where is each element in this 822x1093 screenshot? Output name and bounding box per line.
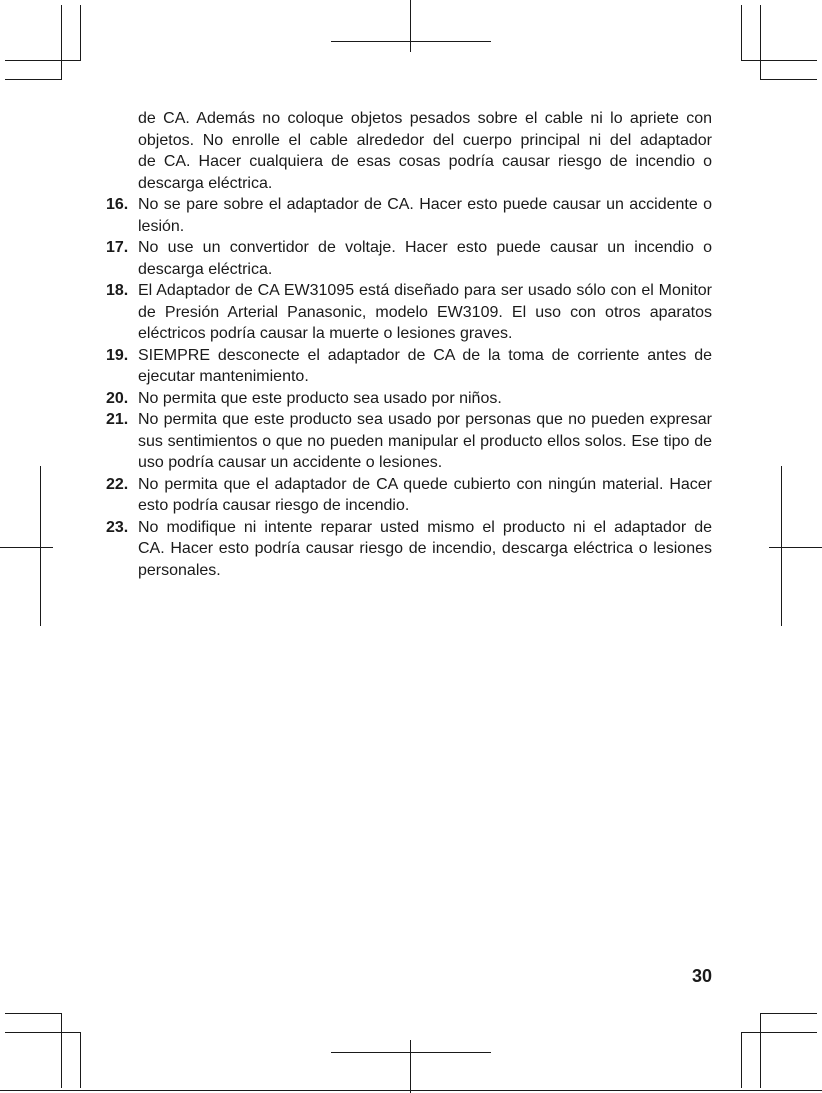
item-text-line: No permita que el adaptador de CA quede cubierto con ningún material. Hacer xyxy=(138,475,712,493)
item-text-line: CA. Hacer esto podría causar riesgo de incendio, descarga eléctrica o lesiones xyxy=(138,540,712,557)
item-text-line: No permita que este producto sea usado por niños. xyxy=(138,389,502,407)
list-item-20 xyxy=(106,388,712,410)
item-text-line: de Presión Arterial Panasonic, modelo EW3109. El uso con otros aparatos xyxy=(138,303,712,321)
item-text-line: descarga eléctrica. xyxy=(138,260,273,278)
page-number: 30 xyxy=(691,966,712,986)
item-text-line: sus sentimientos o que no pueden manipular el producto ellos solos. Ese tipo de xyxy=(138,432,712,450)
list-item-22 xyxy=(106,474,712,517)
item-text-line: lesión. xyxy=(138,217,185,235)
list-item-21 xyxy=(106,409,712,474)
list-item-continuation xyxy=(106,108,712,194)
crop-mark-bottom-left-horizontal xyxy=(5,1013,62,1014)
item-text-line: No use un convertidor de voltaje. Hacer esto puede causar un incendio o xyxy=(138,239,712,256)
crop-mark-bottom-right-vertical-2 xyxy=(741,1032,742,1088)
item-number: 17. xyxy=(106,239,129,256)
registration-mark-left-vertical xyxy=(40,466,41,626)
item-number: 16. xyxy=(106,196,129,213)
crop-mark-bottom-left-horizontal-2 xyxy=(5,1032,81,1033)
item-text-line: El Adaptador de CA EW31095 está diseñado para ser usado sólo con el Monitor xyxy=(138,282,712,299)
item-number: 18. xyxy=(106,282,129,299)
item-number: 22. xyxy=(106,475,129,493)
item-text-line: de CA. Además no coloque objetos pesados sobre el cable ni lo apriete con xyxy=(138,110,712,127)
item-text-line: No permita que este producto sea usado por personas que no pueden expresar xyxy=(138,411,712,428)
list-item-16 xyxy=(106,194,712,237)
registration-mark-right-horizontal xyxy=(769,547,822,548)
crop-mark-top-right-horizontal-2 xyxy=(760,79,817,80)
item-number: 21. xyxy=(106,411,129,428)
list-item-19 xyxy=(106,345,712,388)
crop-mark-top-left-vertical-2 xyxy=(80,5,81,60)
item-number: 20. xyxy=(106,389,129,407)
crop-mark-bottom-right-vertical xyxy=(760,1013,761,1088)
crop-mark-top-right-horizontal xyxy=(741,60,817,61)
item-text-line: descarga eléctrica. xyxy=(138,174,273,192)
item-text-line: uso podría causar un accidente o lesiones. xyxy=(138,454,443,471)
page-bottom-edge xyxy=(0,1090,822,1091)
crop-mark-bottom-left-vertical xyxy=(61,1013,62,1088)
item-text-line: objetos. No enrolle el cable alrededor del cuerpo principal ni del adaptador xyxy=(138,131,712,149)
registration-mark-top-vertical xyxy=(410,0,411,52)
list-item-17 xyxy=(106,237,712,280)
item-text-line: No se pare sobre el adaptador de CA. Hacer esto puede causar un accidente o xyxy=(138,196,712,213)
registration-mark-top-horizontal xyxy=(331,41,491,42)
crop-mark-bottom-right-horizontal-2 xyxy=(741,1032,817,1033)
crop-mark-top-left-horizontal-2 xyxy=(5,79,62,80)
registration-mark-left-horizontal xyxy=(0,547,53,548)
safety-instructions-list xyxy=(106,108,712,581)
crop-mark-bottom-right-horizontal xyxy=(760,1013,817,1014)
crop-mark-top-left-horizontal xyxy=(5,60,81,61)
registration-mark-right-vertical xyxy=(781,466,782,626)
crop-mark-top-left-vertical xyxy=(61,5,62,80)
item-number: 23. xyxy=(106,518,129,536)
item-text-line: ejecutar mantenimiento. xyxy=(138,368,309,385)
crop-mark-top-right-vertical-2 xyxy=(760,5,761,80)
registration-mark-bottom-vertical xyxy=(410,1040,411,1093)
crop-mark-top-right-vertical xyxy=(741,5,742,60)
item-number: 19. xyxy=(106,346,129,364)
crop-mark-bottom-left-vertical-2 xyxy=(80,1032,81,1088)
item-text-line: personales. xyxy=(138,561,221,579)
item-text-line: de CA. Hacer cualquiera de esas cosas podría causar riesgo de incendio o xyxy=(138,153,712,170)
item-text-line: eléctricos podría causar la muerte o lesiones graves. xyxy=(138,325,513,342)
list-item-23 xyxy=(106,517,712,582)
list-item-18 xyxy=(106,280,712,345)
registration-mark-bottom-horizontal xyxy=(331,1052,491,1053)
item-text-line: esto podría causar riesgo de incendio. xyxy=(138,497,410,514)
item-text-line: No modifique ni intente reparar usted mismo el producto ni el adaptador de xyxy=(138,518,712,536)
item-text-line: SIEMPRE desconecte el adaptador de CA de la toma de corriente antes de xyxy=(138,346,712,364)
